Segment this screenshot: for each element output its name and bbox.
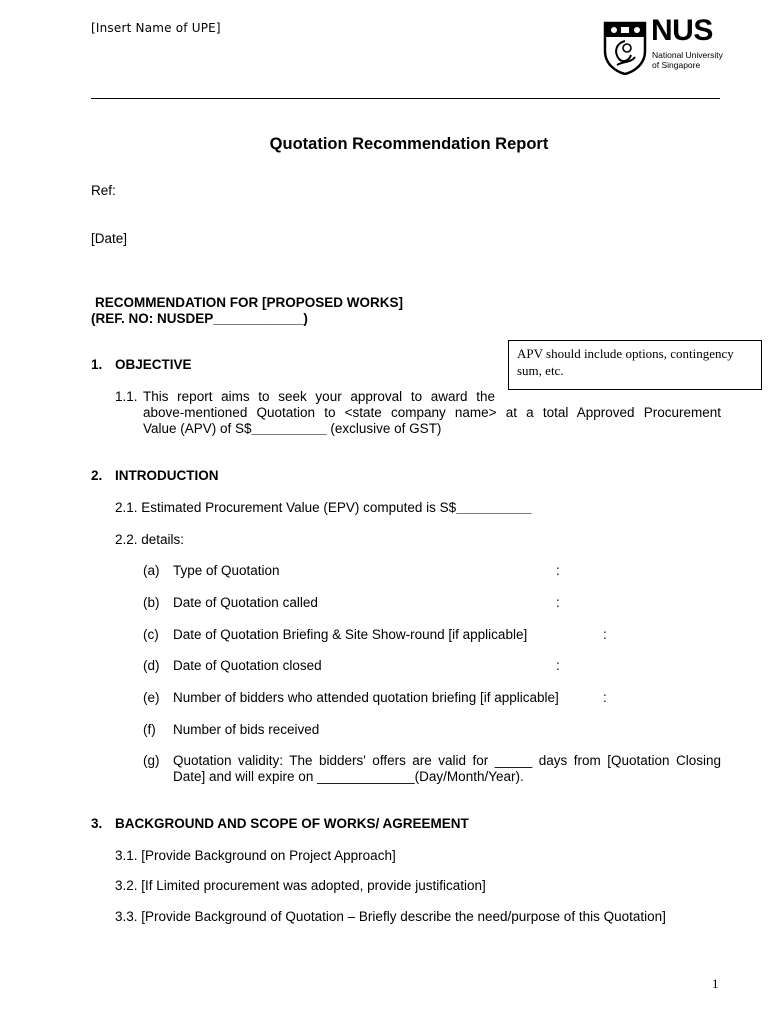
item-2-2-text: details: xyxy=(137,532,185,547)
page-number: 1 xyxy=(712,976,719,991)
detail-f-letter: (f) xyxy=(143,722,156,737)
detail-e-text: Number of bidders who attended quotation briefing [if applicable] xyxy=(173,690,559,705)
detail-a-colon: : xyxy=(556,563,560,578)
detail-a-text: Type of Quotation xyxy=(173,563,280,578)
item-2-1 xyxy=(115,500,531,516)
section-2-number: 2. xyxy=(91,468,103,483)
item-2-2 xyxy=(115,532,184,548)
detail-c-letter: (c) xyxy=(143,627,159,642)
nus-wordmark: NUS xyxy=(651,14,713,47)
detail-g-text-line2: Date] and will expire on _____________(Day/Month/Year). xyxy=(173,769,524,784)
item-1-1-gst-note: (exclusive of GST) xyxy=(326,421,442,436)
nus-logo xyxy=(603,14,728,76)
section-2-heading: INTRODUCTION xyxy=(115,468,219,483)
detail-b-colon: : xyxy=(556,595,560,610)
item-3-1-text: [Provide Background on Project Approach] xyxy=(141,848,396,863)
upe-name-placeholder: [Insert Name of UPE] xyxy=(91,21,221,35)
logo-university-line1: National University xyxy=(652,50,723,60)
item-3-3-text: [Provide Background of Quotation – Briefly describe the need/purpose of this Quotation] xyxy=(141,909,666,924)
item-3-2-text: [If Limited procurement was adopted, provide justification] xyxy=(141,878,486,893)
detail-c-text: Date of Quotation Briefing & Site Show-round [if applicable] xyxy=(173,627,528,642)
apv-amount-blank: __________ xyxy=(251,421,327,436)
epv-amount-blank: __________ xyxy=(456,500,532,515)
ref-label: Ref: xyxy=(91,183,116,198)
section-1-number: 1. xyxy=(91,357,103,372)
nus-crest-icon xyxy=(603,21,647,75)
item-1-1-apv-label: Value (APV) of S$ xyxy=(143,421,252,436)
detail-a-letter: (a) xyxy=(143,563,160,578)
item-3-2-number: 3.2. xyxy=(115,878,138,893)
detail-d-colon: : xyxy=(556,658,560,673)
header-divider xyxy=(91,98,720,99)
detail-e-letter: (e) xyxy=(143,690,160,705)
section-1-heading: OBJECTIVE xyxy=(115,357,192,372)
detail-d-text: Date of Quotation closed xyxy=(173,658,322,673)
item-3-1 xyxy=(115,848,396,864)
item-3-3 xyxy=(115,909,666,925)
section-3-number: 3. xyxy=(91,816,103,831)
recommendation-heading: RECOMMENDATION FOR [PROPOSED WORKS] xyxy=(95,295,403,310)
item-3-3-number: 3.3. xyxy=(115,909,138,924)
item-1-1-line1: This report aims to seek your approval to award the xyxy=(143,389,495,404)
item-1-1-line2: above-mentioned Quotation to <state company name> at a total Approved Procurement xyxy=(143,405,721,420)
item-3-1-number: 3.1. xyxy=(115,848,138,863)
item-1-1-line3 xyxy=(143,421,441,437)
detail-d-letter: (d) xyxy=(143,658,160,673)
item-3-2 xyxy=(115,878,486,894)
detail-c-colon: : xyxy=(603,627,607,642)
detail-g-text-line1: Quotation validity: The bidders' offers are valid for _____ days from [Quotation Closing xyxy=(173,753,721,768)
item-2-2-number: 2.2. xyxy=(115,532,138,547)
date-placeholder: [Date] xyxy=(91,231,128,246)
detail-e-colon: : xyxy=(603,690,607,705)
item-2-1-text: Estimated Procurement Value (EPV) computed is S$ xyxy=(141,500,457,515)
report-title: Quotation Recommendation Report xyxy=(269,135,549,153)
item-2-1-number: 2.1. xyxy=(115,500,138,515)
recommendation-ref-no: (REF. NO: NUSDEP____________) xyxy=(91,311,308,326)
apv-note-box: APV should include options, contingency sum, etc. xyxy=(508,340,762,390)
detail-f-text: Number of bids received xyxy=(173,722,320,737)
item-1-1-number: 1.1. xyxy=(115,389,138,404)
logo-university-line2: of Singapore xyxy=(652,60,701,70)
section-3-heading: BACKGROUND AND SCOPE OF WORKS/ AGREEMENT xyxy=(115,816,469,831)
detail-g-letter: (g) xyxy=(143,753,160,768)
detail-b-letter: (b) xyxy=(143,595,160,610)
detail-b-text: Date of Quotation called xyxy=(173,595,318,610)
